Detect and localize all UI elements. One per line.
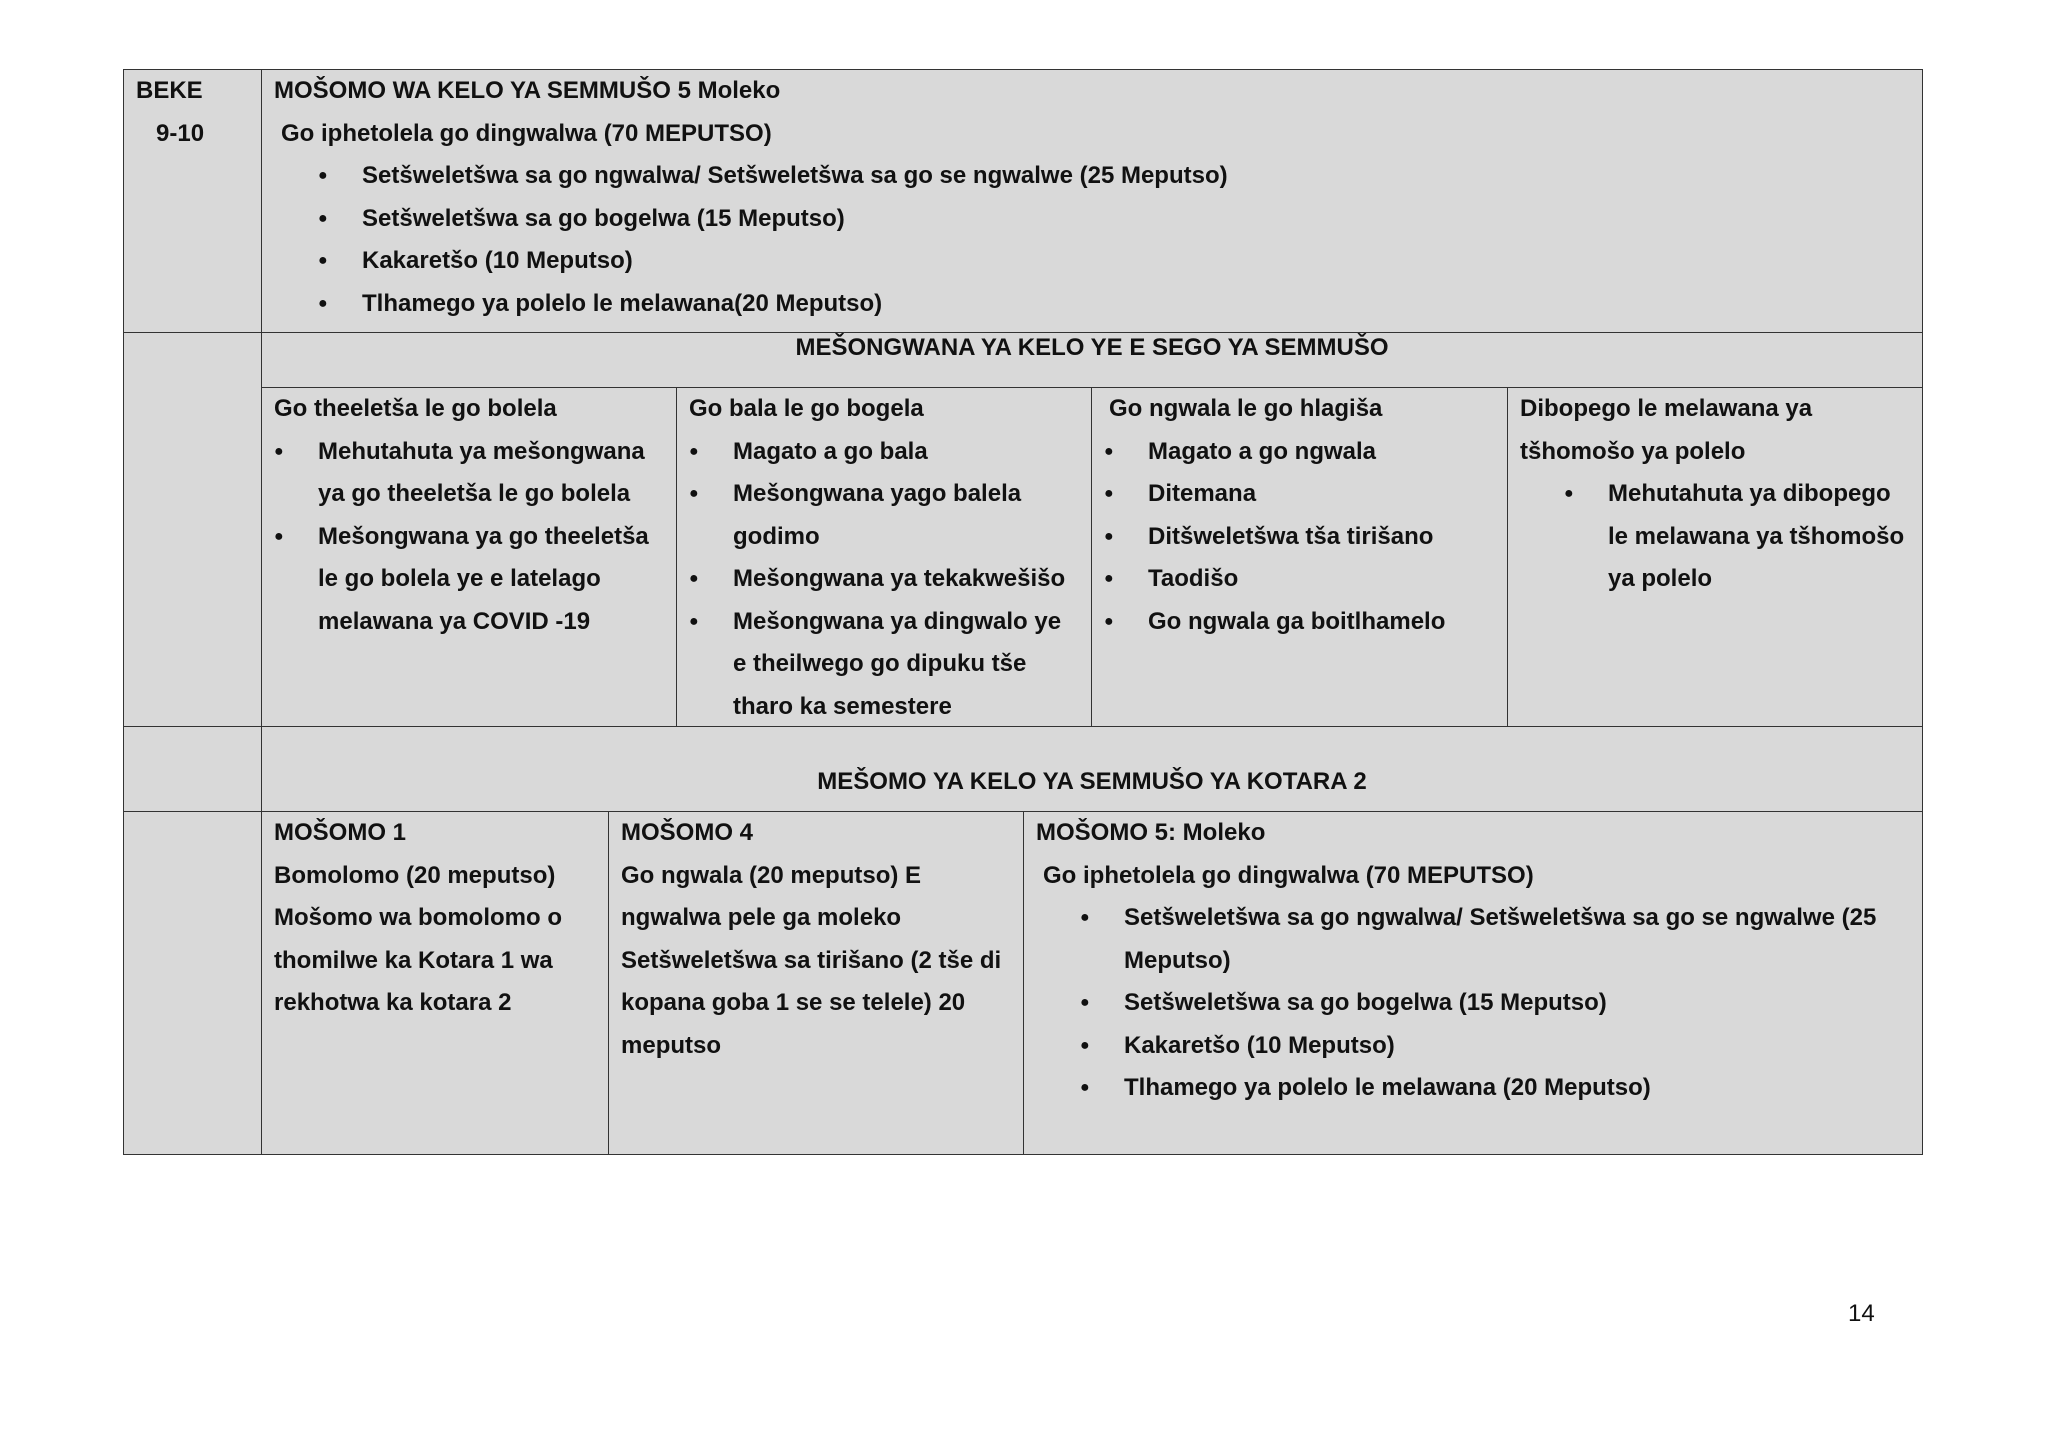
week-cell: [123, 69, 262, 333]
page-number: 14: [1848, 1300, 1875, 1327]
week-label: BEKE: [136, 77, 203, 104]
section-heading: MEŠOMO YA KELO YA SEMMUŠO YA KOTARA 2: [817, 768, 1367, 795]
formal-heading-cell: [261, 726, 1923, 812]
column-items: [1520, 473, 1910, 601]
list-item: ● Setšweletšwa sa go ngwalwa/ Setšweletšwa sa go se ngwalwe (25 Meputso): [274, 155, 1910, 198]
task-5-cell: [1023, 811, 1923, 1155]
week-range: 9-10: [156, 119, 205, 147]
reading-viewing-cell: [676, 387, 1092, 727]
list-item: ● Mehutahuta ya dibopego le melawana ya tšhomošo ya polelo: [1520, 473, 1910, 601]
list-item: ● Ditemana: [1104, 473, 1495, 516]
task-title: MOŠOMO 1: [274, 819, 407, 846]
column-title: Go theeletša le go bolela: [274, 395, 557, 422]
formal-task-5-cell: [261, 69, 1923, 333]
column-items: [689, 431, 1079, 728]
list-item: ● Mešongwana ya go theeletša le go bolela ye e latelago melawana ya COVID -19: [274, 516, 664, 644]
column-title: Go ngwala le go hlagiša: [1109, 395, 1383, 422]
task-title: MOŠOMO 4: [621, 819, 754, 846]
column-items: [1104, 431, 1495, 644]
list-item: ● Tlhamego ya polelo le melawana(20 Meputso): [274, 283, 1910, 326]
task-title: MOŠOMO 5: Moleko: [1036, 819, 1266, 846]
column-items: [274, 431, 664, 644]
empty-week-cell: [123, 726, 262, 812]
language-structures-cell: [1507, 387, 1923, 727]
listening-speaking-cell: [261, 387, 677, 727]
column-title: Go bala le go bogela: [689, 395, 924, 422]
list-item: ● Magato a go bala: [689, 431, 1079, 474]
empty-week-cell: [123, 811, 262, 1155]
writing-presenting-cell: [1091, 387, 1508, 727]
task-title: MOŠOMO WA KELO YA SEMMUŠO 5 Moleko: [274, 77, 781, 104]
list-item: ● Ditšweletšwa tša tirišano: [1104, 516, 1495, 559]
list-item: ● Mešongwana yago balela godimo: [689, 473, 1079, 558]
empty-week-cell: [123, 332, 262, 727]
task-items: [1036, 897, 1910, 1110]
column-title: Dibopego le melawana ya tšhomošo ya polelo: [1520, 395, 1813, 465]
task-4-cell: [608, 811, 1024, 1155]
list-item: ● Mehutahuta ya mešongwana ya go theeletša le go bolela: [274, 431, 664, 516]
list-item: ● Taodišo: [1104, 558, 1495, 601]
task-items: [274, 155, 1910, 325]
list-item: ● Setšweletšwa sa go bogelwa (15 Meputso): [274, 198, 1910, 241]
list-item: ● Mešongwana ya dingwalo ye e theilwego go dipuku tše tharo ka semestere: [689, 601, 1079, 728]
assessment-table: [123, 69, 1923, 1155]
section-heading: MEŠONGWANA YA KELO YE E SEGO YA SEMMUŠO: [795, 334, 1389, 361]
task-line: Bomolomo (20 meputso): [274, 861, 556, 889]
list-item: ● Go ngwala ga boitlhamelo: [1104, 601, 1495, 644]
list-item: ● Setšweletšwa sa go bogelwa (15 Meputso): [1036, 982, 1910, 1025]
list-item: ● Mešongwana ya tekakwešišo: [689, 558, 1079, 601]
task-1-cell: [261, 811, 609, 1155]
list-item: ● Setšweletšwa sa go ngwalwa/ Setšweletšwa sa go se ngwalwe (25 Meputso): [1036, 897, 1910, 982]
task-line: Mošomo wa bomolomo o thomilwe ka Kotara 1 wa rekhotwa ka kotara 2: [274, 904, 562, 1016]
list-item: ● Kakaretšo (10 Meputso): [274, 240, 1910, 283]
task-subtitle: Go iphetolela go dingwalwa (70 MEPUTSO): [281, 119, 772, 147]
list-item: ● Magato a go ngwala: [1104, 431, 1495, 474]
list-item: ● Tlhamego ya polelo le melawana (20 Meputso): [1036, 1067, 1910, 1110]
task-subtitle: Go iphetolela go dingwalwa (70 MEPUTSO): [1043, 861, 1534, 889]
task-text: Go ngwala (20 meputso) E ngwalwa pele ga moleko Setšweletšwa sa tirišano (2 tše di kopana goba 1 se se telele) 20 meputso: [621, 861, 1002, 1059]
informal-heading-cell: [261, 332, 1923, 388]
list-item: ● Kakaretšo (10 Meputso): [1036, 1025, 1910, 1068]
